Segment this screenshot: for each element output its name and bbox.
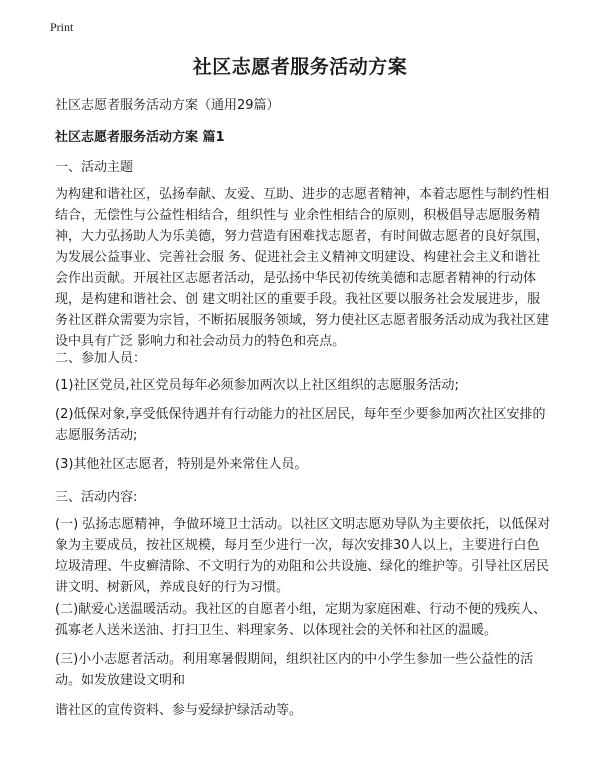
participant-item-3: (3)其他社区志愿者，特别是外来常住人员。 — [55, 457, 308, 472]
page-title: 社区志愿者服务活动方案 — [192, 56, 408, 78]
content-item-1: (一) 弘扬志愿精神，争做环境卫士活动。以社区文明志愿劝导队为主要依托，以低保对象为主要成员，按社区规模，每月至少进行一次，每次安排30人以上，主要进行白色垃圾清理、牛皮癣清除、不文明行为的劝阻和公共设施、绿化的维护等。引导社区居民讲文明、树新风，养成良好的行为习惯。 — [55, 517, 551, 595]
print-label[interactable]: Print — [50, 20, 74, 34]
content-item-2: (二)献爱心送温暖活动。我社区的自愿者小组，定期为家庭困难、行动不便的残疾人、孤寡老人送米送油、打扫卫生、料理家务、以体现社会的关怀和社区的温暖。 — [55, 602, 547, 638]
content-item-3-continued: 谐社区的宣传资料、参与爱绿护绿活动等。 — [55, 703, 303, 718]
participant-item-2: (2)低保对象,享受低保待遇并有行动能力的社区居民，每年至少要参加两次社区安排的志愿服务活动; — [55, 407, 546, 443]
section-title: 社区志愿者服务活动方案 篇1 — [55, 130, 225, 145]
content-item-3: (三)小小志愿者活动。利用寒暑假期间，组织社区内的中小学生参加一些公益性的活动。如发放建设文明和 — [55, 652, 534, 688]
content-heading: 三、活动内容: — [55, 490, 138, 505]
document-subtitle: 社区志愿者服务活动方案（通用29篇） — [55, 98, 280, 113]
participant-item-1: (1)社区党员,社区党员每年必须参加两次以上社区组织的志愿服务活动; — [55, 378, 459, 393]
theme-heading: 一、活动主题 — [55, 160, 134, 175]
participants-heading: 二、参加人员： — [55, 351, 147, 366]
theme-paragraph: 为构建和谐社区，弘扬奉献、友爱、互助、进步的志愿者精神，本着志愿性与制约性相结合，无偿性与公益性相结合，组织性与 业余性相结合的原则，积极倡导志愿服务精神，大力弘扬助人为乐美德，努力营造有困难找志愿者，有时间做志愿者的良好氛围，为发展公益事业、完善社会服 务、促进社会主义精神文明建设、构建社会主义和谐社会作出贡献。开展社区志愿者活动，是弘扬中华民初传统美德和志愿者精神的行动体现，是构建和谐社会、创 建文明社区的重要手段。我社区要以服务社会发展进步，服务社区群众需要为宗旨，不断拓展服务领域，努力使社区志愿者服务活动成为我社区建设中具有广泛 影响力和社会动员力的特色和亮点。 — [55, 187, 550, 349]
